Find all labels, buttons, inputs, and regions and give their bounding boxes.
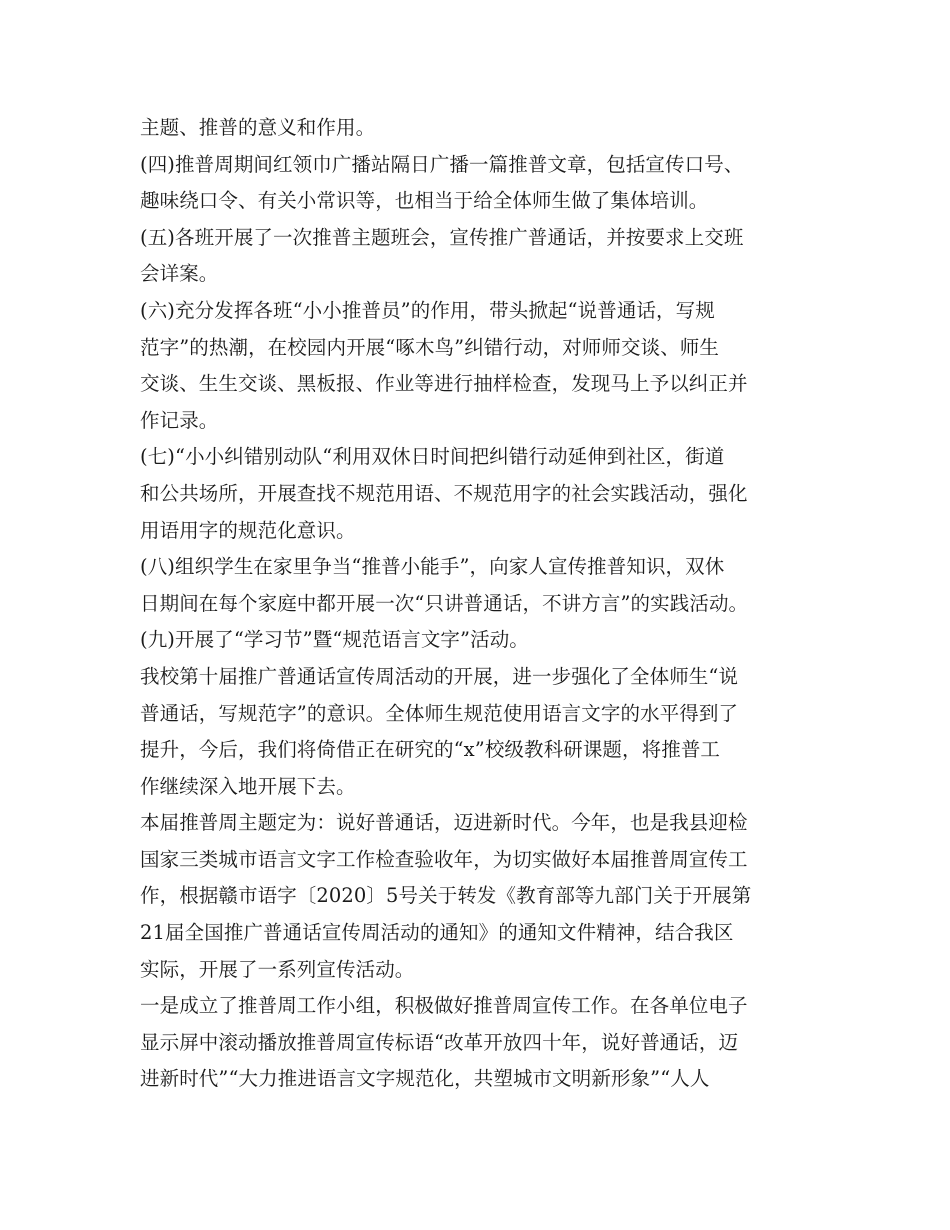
text-line: 21届全国推广普通话宣传周活动的通知》的通知文件精神，结合我区: [140, 921, 734, 945]
text-line: (九)开展了“学习节”暨“规范语言文字”活动。: [140, 628, 529, 652]
text-line: (六)充分发挥各班“小小推普员”的作用，带头掀起“说普通话，写规: [140, 298, 715, 322]
text-line: 会详案。: [140, 262, 219, 286]
text-line: 用语用字的规范化意识。: [140, 518, 356, 542]
text-line: (八)组织学生在家里争当“推普小能手”，向家人宣传推普知识，双休: [140, 555, 725, 579]
text-line: 国家三类城市语言文字工作检查验收年，为切实做好本届推普周宣传工: [140, 847, 748, 871]
text-line: 本届推普周主题定为：说好普通话，迈进新时代。今年，也是我县迎检: [140, 811, 748, 835]
text-line: 我校第十届推广普通话宣传周活动的开展，进一步强化了全体师生“说: [140, 664, 739, 688]
text-line: 普通话，写规范字”的意识。全体师生规范使用语言文字的水平得到了: [140, 701, 739, 725]
text-line: 进新时代”“大力推进语言文字规范化，共塑城市文明新形象”“人人: [140, 1067, 710, 1091]
text-line: 范字”的热潮，在校园内开展“啄木鸟”纠错行动，对师师交谈、师生: [140, 335, 720, 359]
text-line: 交谈、生生交谈、黑板报、作业等进行抽样检查，发现马上予以纠正并: [140, 372, 748, 396]
text-line: (四)推普周期间红领巾广播站隔日广播一篇推普文章，包括宣传口号、: [140, 152, 744, 176]
text-line: 主题、推普的意义和作用。: [140, 116, 376, 139]
text-line: 实际，开展了一系列宣传活动。: [140, 957, 415, 981]
text-line: 趣味绕口令、有关小常识等，也相当于给全体师生做了集体培训。: [140, 189, 709, 213]
text-line: 作继续深入地开展下去。: [140, 774, 356, 798]
text-line: (五)各班开展了一次推普主题班会，宣传推广普通话，并按要求上交班: [140, 225, 744, 249]
text-line: 作记录。: [140, 408, 219, 432]
text-line: (七)“小小纠错别动队“利用双休日时间把纠错行动延伸到社区，街道: [140, 445, 725, 469]
text-line: 一是成立了推普周工作小组，积极做好推普周宣传工作。在各单位电子: [140, 994, 748, 1018]
text-line: 显示屏中滚动播放推普周宣传标语“改革开放四十年，说好普通话，迈: [140, 1030, 739, 1054]
document-body: [140, 110, 840, 1098]
text-line: 作，根据赣市语字〔2020〕5号关于转发《教育部等九部门关于开展第: [140, 884, 752, 908]
text-line: 提升，今后，我们将倚借正在研究的“x”校级教科研课题，将推普工: [140, 738, 721, 762]
text-line: 日期间在每个家庭中都开展一次“只讲普通话，不讲方言”的实践活动。: [140, 591, 749, 615]
text-line: 和公共场所，开展查找不规范用语、不规范用字的社会实践活动，强化: [140, 481, 748, 505]
